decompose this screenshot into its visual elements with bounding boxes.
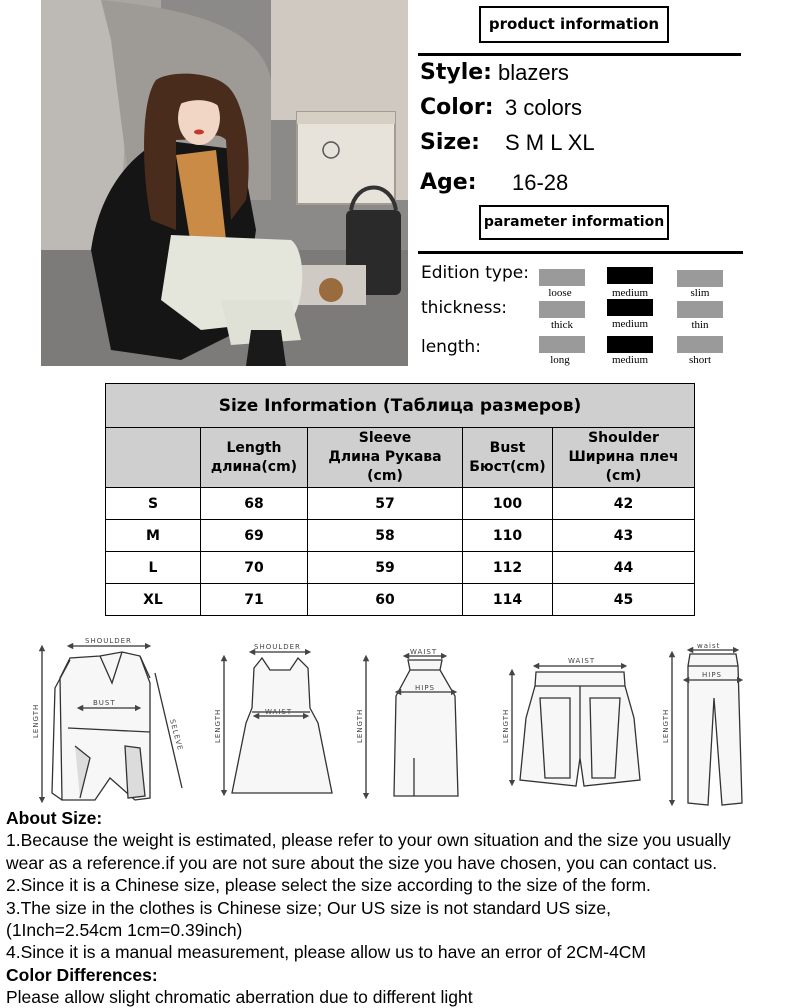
row-sleeve: 58 xyxy=(308,520,463,552)
note-line: 2.Since it is a Chinese size, please select the size according to the size of the form. xyxy=(6,875,651,896)
size-label: Size: xyxy=(420,130,480,155)
length-swatch-medium xyxy=(607,336,653,353)
table-row xyxy=(106,584,695,616)
dress-diagram xyxy=(224,652,332,793)
row-bust: 100 xyxy=(463,488,553,520)
edition-type-label: Edition type: xyxy=(421,263,529,283)
note-line: 4.Since it is a manual measurement, please allow us to have an error of 2CM-4CM xyxy=(6,942,647,963)
thickness-label: thickness: xyxy=(421,298,508,318)
edition-option-medium: medium xyxy=(611,287,649,299)
row-length: 71 xyxy=(201,584,308,616)
header-size xyxy=(106,428,201,488)
shorts-diagram xyxy=(512,666,640,786)
edition-swatch-loose xyxy=(539,269,585,286)
note-line: (1Inch=2.54cm 1cm=0.39inch) xyxy=(6,920,243,941)
label-shoulder: SHOULDER xyxy=(254,643,301,651)
product-information-title: product information xyxy=(479,6,669,43)
size-value: S M L XL xyxy=(505,130,595,155)
label-waist: WAIST xyxy=(568,657,596,665)
color-differences-text: Please allow slight chromatic aberration due to different light xyxy=(6,987,473,1008)
table-row xyxy=(106,520,695,552)
table-row xyxy=(106,488,695,520)
age-value: 16-28 xyxy=(512,170,569,195)
length-option-long: long xyxy=(550,354,570,366)
edition-option-loose: loose xyxy=(548,287,572,299)
length-swatch-short xyxy=(677,336,723,353)
row-bust: 114 xyxy=(463,584,553,616)
row-sleeve: 57 xyxy=(308,488,463,520)
size-table xyxy=(105,383,695,616)
thickness-option-thick: thick xyxy=(551,319,573,331)
row-length: 70 xyxy=(201,552,308,584)
label-waist: WAIST xyxy=(410,648,438,656)
length-option-short: short xyxy=(689,354,711,366)
length-swatch-long xyxy=(539,336,585,353)
size-table-header xyxy=(106,428,695,488)
product-photo xyxy=(41,0,408,366)
measurement-diagrams xyxy=(0,628,800,808)
length-option-medium: medium xyxy=(611,354,649,366)
label-waist: WAIST xyxy=(265,708,293,716)
row-shoulder: 44 xyxy=(553,552,695,584)
label-waist: waist xyxy=(697,642,721,650)
label-bust: BUST xyxy=(93,699,116,707)
row-length: 68 xyxy=(201,488,308,520)
size-notes xyxy=(6,807,798,1008)
size-table-caption: Size Information (Таблица размеров) xyxy=(106,384,695,428)
row-bust: 110 xyxy=(463,520,553,552)
style-value: blazers xyxy=(498,60,569,85)
label-shoulder: SHOULDER xyxy=(85,637,132,645)
style-label: Style: xyxy=(420,60,492,85)
thickness-swatch-thick xyxy=(539,301,585,318)
row-size: XL xyxy=(106,584,201,616)
thickness-swatch-thin xyxy=(677,301,723,318)
row-shoulder: 43 xyxy=(553,520,695,552)
color-differences-title: Color Differences: xyxy=(6,964,158,985)
label-sleeve: SELEVE xyxy=(168,718,185,752)
edition-swatch-medium xyxy=(607,267,653,284)
color-value: 3 colors xyxy=(505,95,583,120)
table-row xyxy=(106,552,695,584)
row-bust: 112 xyxy=(463,552,553,584)
header-bust: Bust Бюст(cm) xyxy=(463,428,553,488)
row-shoulder: 42 xyxy=(553,488,695,520)
skirt-diagram xyxy=(366,656,458,796)
label-hips: HIPS xyxy=(415,684,435,692)
row-size: M xyxy=(106,520,201,552)
edition-option-slim: slim xyxy=(690,287,710,299)
label-hips: HIPS xyxy=(702,671,722,679)
length-label: length: xyxy=(421,337,481,357)
thickness-swatch-medium xyxy=(607,299,653,316)
label-length: LENGTH xyxy=(662,708,670,743)
divider xyxy=(418,251,743,254)
row-shoulder: 45 xyxy=(553,584,695,616)
divider xyxy=(418,53,741,56)
row-length: 69 xyxy=(201,520,308,552)
label-length: LENGTH xyxy=(356,708,364,743)
note-line: wear as a reference.if you are not sure about the size you have chosen, you can contact us. xyxy=(6,852,718,873)
row-size: S xyxy=(106,488,201,520)
row-sleeve: 59 xyxy=(308,552,463,584)
thickness-option-thin: thin xyxy=(691,319,709,331)
header-length: Length длина(cm) xyxy=(201,428,308,488)
header-shoulder: Shoulder Ширина плеч (cm) xyxy=(553,428,695,488)
label-length: LENGTH xyxy=(502,708,510,743)
row-sleeve: 60 xyxy=(308,584,463,616)
about-size-title: About Size: xyxy=(6,808,103,828)
row-size: L xyxy=(106,552,201,584)
note-line: 1.Because the weight is estimated, please refer to your own situation and the size you usually xyxy=(6,830,731,851)
parameter-information-title: parameter information xyxy=(479,205,669,240)
edition-swatch-slim xyxy=(677,270,723,287)
note-line: 3.The size in the clothes is Chinese size; Our US size is not standard US size, xyxy=(6,897,611,918)
label-length: LENGTH xyxy=(214,708,222,743)
jacket-diagram xyxy=(42,646,185,800)
age-label: Age: xyxy=(420,170,477,195)
label-length: LENGTH xyxy=(32,703,40,738)
thickness-option-medium: medium xyxy=(611,318,649,330)
header-sleeve: Sleeve Длина Рукава (cm) xyxy=(308,428,463,488)
color-label: Color: xyxy=(420,95,494,120)
